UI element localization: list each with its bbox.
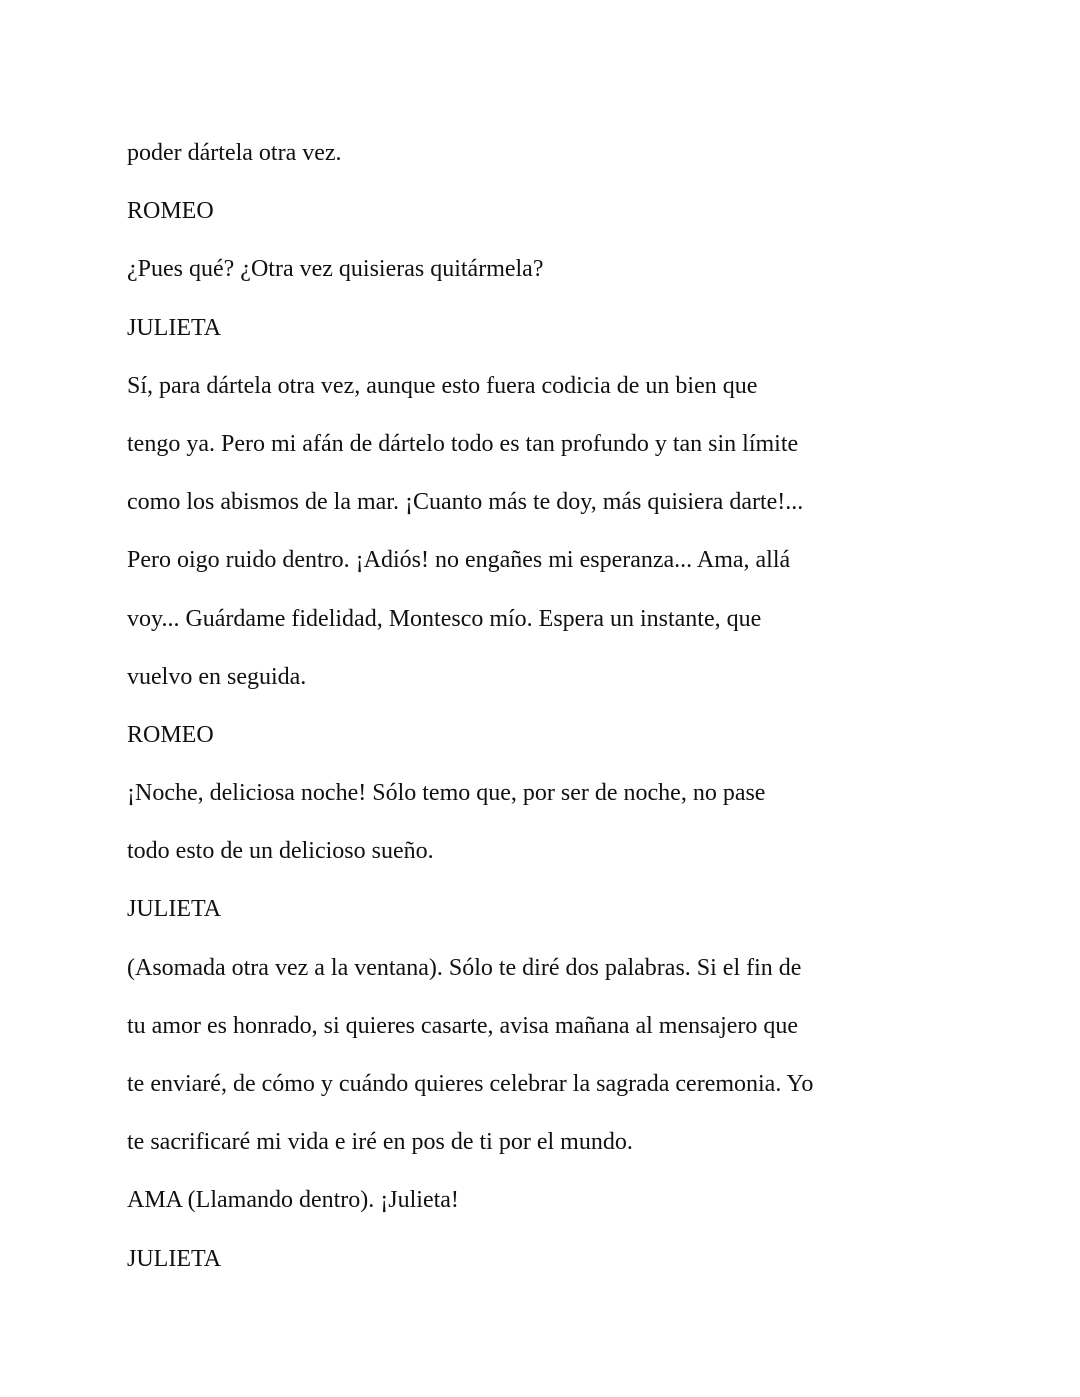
speaker-name: ROMEO [127,198,214,225]
dialogue-line: Sí, para dártela otra vez, aunque esto fuera codicia de un bien que [127,372,758,399]
dialogue-line: vuelvo en seguida. [127,663,307,690]
dialogue-line: poder dártela otra vez. [127,140,342,166]
speaker-name: ROMEO [127,721,214,748]
speaker-name: JULIETA [127,896,222,923]
speaker-name: JULIETA [127,314,222,341]
dialogue-line: ¡Noche, deliciosa noche! Sólo temo que, por ser de noche, no pase [127,780,766,807]
dialogue-line: voy... Guárdame fidelidad, Montesco mío. Espera un instante, que [127,605,762,632]
dialogue-line: te enviaré, de cómo y cuándo quieres celebrar la sagrada ceremonia. Yo [127,1071,814,1097]
speaker-name: JULIETA [127,1245,222,1272]
dialogue-line: todo esto de un delicioso sueño. [127,838,434,865]
dialogue-line: (Asomada otra vez a la ventana). Sólo te diré dos palabras. Si el fin de [127,954,802,981]
dialogue-line: tengo ya. Pero mi afán de dártelo todo es tan profundo y tan sin límite [127,430,799,457]
dialogue-line: Pero oigo ruido dentro. ¡Adiós! no engañes mi esperanza... Ama, allá [127,547,791,574]
dialogue-line: tu amor es honrado, si quieres casarte, avisa mañana al mensajero que [127,1012,799,1039]
dialogue-line: ¿Pues qué? ¿Otra vez quisieras quitármela? [127,256,544,283]
dialogue-line: AMA (Llamando dentro). ¡Julieta! [127,1187,459,1214]
dialogue-line: te sacrificaré mi vida e iré en pos de ti por el mundo. [127,1129,633,1156]
play-text [127,124,927,1288]
dialogue-line: como los abismos de la mar. ¡Cuanto más te doy, más quisiera darte!... [127,489,804,516]
